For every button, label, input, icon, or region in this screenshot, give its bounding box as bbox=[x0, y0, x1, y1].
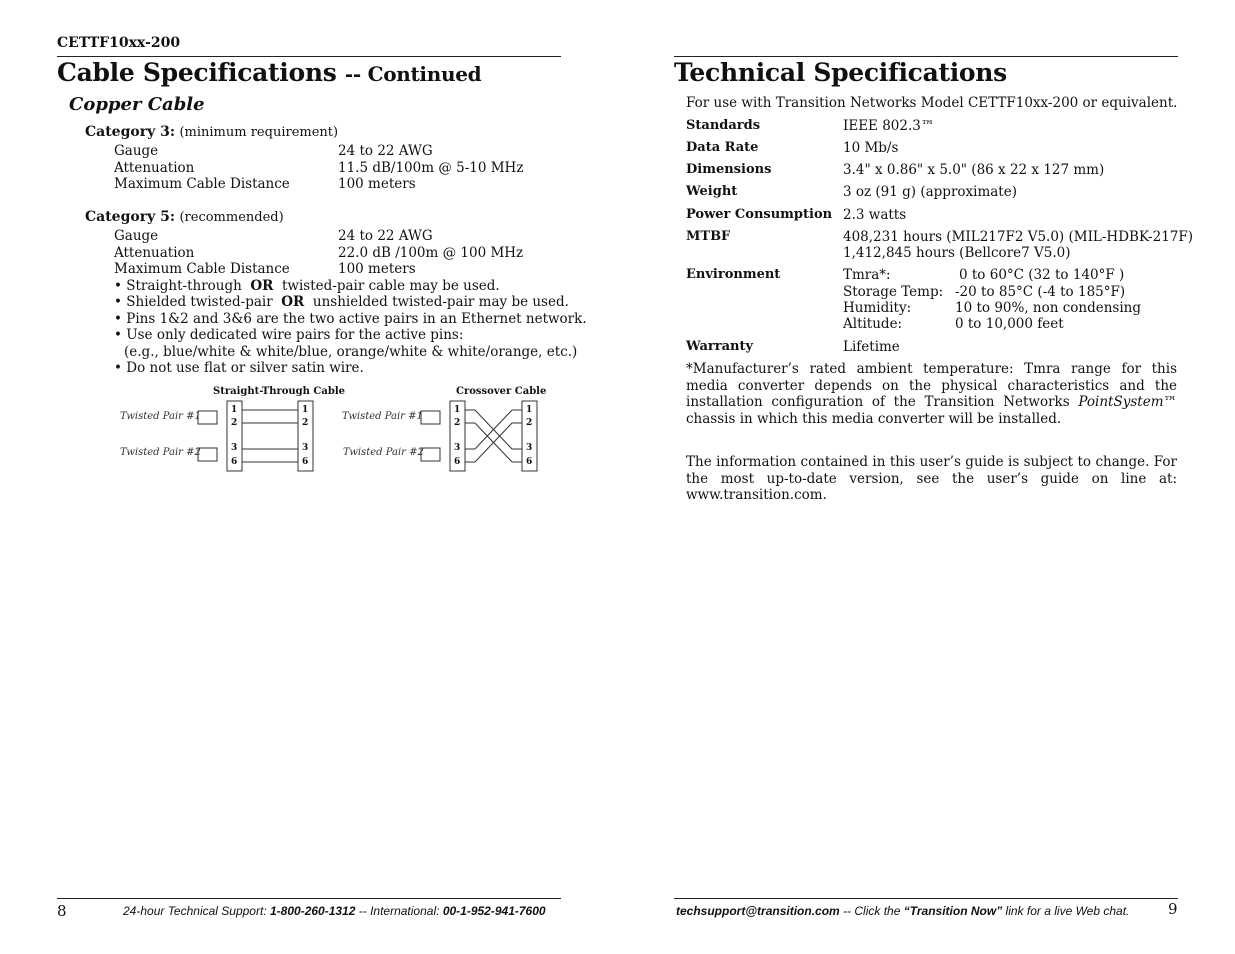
cat5-note: (recommended) bbox=[179, 210, 284, 225]
cat3-heading bbox=[85, 124, 338, 140]
bullet-or: OR bbox=[250, 278, 274, 294]
info-paragraph: The information contained in this user’s guide is subject to change. For the most up-to-date version, see the user’s guide on line at: www.transition.com. bbox=[686, 454, 1177, 503]
straight-pair2-label: Twisted Pair #2 bbox=[120, 447, 201, 458]
cat5-heading bbox=[85, 209, 284, 225]
bullet-dedicated-pairs: • Use only dedicated wire pairs for the active pins: bbox=[114, 327, 464, 343]
pin-label: 6 bbox=[454, 457, 461, 467]
pin-label: 6 bbox=[231, 457, 238, 467]
web-chat-footer bbox=[676, 904, 1129, 918]
cat3-distance-label: Maximum Cable Distance bbox=[114, 176, 290, 192]
spec-weight-value: 3 oz (91 g) (approximate) bbox=[843, 184, 1017, 200]
page-number-left: 8 bbox=[57, 902, 67, 920]
spec-power-label: Power Consumption bbox=[686, 207, 833, 222]
pin-label: 2 bbox=[454, 418, 461, 428]
tech-specs-intro: For use with Transition Networks Model CETTF10xx-200 or equivalent. bbox=[686, 95, 1178, 111]
env-humidity-value: 10 to 90%, non condensing bbox=[955, 300, 1142, 316]
bullet-straight-through bbox=[114, 278, 500, 294]
title-text: Cable Specifications bbox=[57, 58, 337, 87]
footer-text: -- Click the bbox=[843, 904, 901, 918]
env-altitude-label: Altitude: bbox=[843, 316, 903, 332]
cat3-attenuation-value: 11.5 dB/100m @ 5-10 MHz bbox=[338, 160, 524, 176]
header-rule bbox=[57, 56, 561, 57]
cat5-label: Category 5: bbox=[85, 209, 176, 225]
cat5-attenuation-value: 22.0 dB /100m @ 100 MHz bbox=[338, 245, 524, 261]
cat3-distance-value: 100 meters bbox=[338, 176, 416, 192]
bullet-text: unshielded twisted-pair may be used. bbox=[312, 294, 569, 310]
spec-warranty-label: Warranty bbox=[686, 339, 754, 354]
pin-label: 3 bbox=[526, 443, 533, 453]
pair1-connector-box-x bbox=[421, 411, 440, 424]
cat5-attenuation-label: Attenuation bbox=[114, 245, 195, 261]
spec-standards-label: Standards bbox=[686, 118, 761, 133]
pin-label: 1 bbox=[302, 405, 309, 415]
spec-data-rate-value: 10 Mb/s bbox=[843, 140, 899, 156]
pin-label: 2 bbox=[231, 418, 238, 428]
crossover-title: Crossover Cable bbox=[456, 386, 547, 397]
spec-mtbf-value-2: 1,412,845 hours (Bellcore7 V5.0) bbox=[843, 245, 1071, 261]
env-tmra-value: 0 to 60°C (32 to 140°F ) bbox=[959, 267, 1125, 283]
intl-label: -- International: bbox=[358, 904, 440, 918]
pin-label: 3 bbox=[454, 443, 461, 453]
pin-label: 1 bbox=[454, 405, 461, 415]
pin-label: 2 bbox=[302, 418, 309, 428]
cat3-attenuation-label: Attenuation bbox=[114, 160, 195, 176]
cat5-gauge-label: Gauge bbox=[114, 228, 159, 244]
spec-environment-label: Environment bbox=[686, 267, 781, 282]
cat3-gauge-label: Gauge bbox=[114, 143, 159, 159]
env-humidity-label: Humidity: bbox=[843, 300, 912, 316]
cat5-distance-label: Maximum Cable Distance bbox=[114, 261, 290, 277]
straight-through-title: Straight-Through Cable bbox=[213, 386, 346, 397]
spec-warranty-value: Lifetime bbox=[843, 339, 900, 355]
header-rule-right bbox=[674, 56, 1178, 57]
cable-wiring-diagrams bbox=[110, 398, 550, 476]
pin-label: 1 bbox=[231, 405, 238, 415]
support-email[interactable]: techsupport@transition.com bbox=[676, 904, 840, 918]
bullet-no-flat-wire: • Do not use flat or silver satin wire. bbox=[114, 360, 364, 376]
spec-power-value: 2.3 watts bbox=[843, 207, 907, 223]
cat3-label: Category 3: bbox=[85, 124, 176, 140]
crossover-pair1-label: Twisted Pair #1 bbox=[342, 411, 423, 422]
intl-phone: 00-1-952-941-7600 bbox=[442, 904, 546, 918]
cat5-gauge-value: 24 to 22 AWG bbox=[338, 228, 433, 244]
pointsystem-text: PointSystem™ bbox=[1078, 394, 1177, 410]
footer-text: link for a live Web chat. bbox=[1005, 904, 1130, 918]
spec-weight-label: Weight bbox=[686, 184, 738, 199]
footnote-text: *Manufacturer’s rated ambient temperature: Tmra range for this media converter depends on the physical characteristics and the installation configuration of the Transition Networks bbox=[686, 361, 1177, 410]
spec-dimensions-value: 3.4" x 0.86" x 5.0" (86 x 22 x 127 mm) bbox=[843, 162, 1105, 178]
tmra-footnote bbox=[686, 361, 1177, 427]
env-altitude-value: 0 to 10,000 feet bbox=[955, 316, 1064, 332]
page-number-right: 9 bbox=[1168, 900, 1178, 918]
crossover-pair2-label: Twisted Pair #2 bbox=[343, 447, 424, 458]
pin-label: 1 bbox=[526, 405, 533, 415]
env-storage-label: Storage Temp: bbox=[843, 284, 944, 300]
transition-now-link[interactable]: “Transition Now” bbox=[903, 904, 1003, 918]
support-footer bbox=[123, 904, 546, 918]
cat3-gauge-value: 24 to 22 AWG bbox=[338, 143, 433, 159]
env-storage-value: -20 to 85°C (-4 to 185°F) bbox=[955, 284, 1126, 300]
footnote-text: chassis in which this media converter will be installed. bbox=[686, 410, 1062, 427]
straight-pair1-label: Twisted Pair #1 bbox=[120, 411, 201, 422]
cat5-distance-value: 100 meters bbox=[338, 261, 416, 277]
bullet-pins: • Pins 1&2 and 3&6 are the two active pairs in an Ethernet network. bbox=[114, 311, 587, 327]
support-label: 24-hour Technical Support: bbox=[123, 904, 267, 918]
env-tmra-label: Tmra*: bbox=[843, 267, 891, 283]
spec-data-rate-label: Data Rate bbox=[686, 140, 759, 155]
section-subtitle: Copper Cable bbox=[69, 94, 205, 115]
bullet-shielded bbox=[114, 294, 569, 310]
spec-dimensions-label: Dimensions bbox=[686, 162, 772, 177]
bullet-dedicated-example: (e.g., blue/white & white/blue, orange/white & white/orange, etc.) bbox=[124, 344, 578, 360]
cat3-note: (minimum requirement) bbox=[179, 125, 339, 140]
footer-rule-left bbox=[57, 898, 561, 899]
spec-mtbf-value-1: 408,231 hours (MIL217F2 V5.0) (MIL-HDBK-217F) bbox=[843, 229, 1194, 245]
pin-label: 6 bbox=[526, 457, 533, 467]
bullet-text: • Shielded twisted-pair bbox=[114, 294, 273, 310]
pin-label: 6 bbox=[302, 457, 309, 467]
support-phone: 1-800-260-1312 bbox=[270, 904, 356, 918]
page-title bbox=[57, 58, 481, 87]
bullet-or: OR bbox=[281, 294, 305, 310]
pin-label: 3 bbox=[302, 443, 309, 453]
model-number: CETTF10xx-200 bbox=[57, 35, 181, 51]
bullet-text: • Straight-through bbox=[114, 278, 242, 294]
bullet-text: twisted-pair cable may be used. bbox=[281, 278, 500, 294]
title-suffix: -- Continued bbox=[344, 62, 482, 86]
footer-rule-right bbox=[674, 898, 1178, 899]
tech-specs-title: Technical Specifications bbox=[674, 58, 1007, 87]
spec-mtbf-label: MTBF bbox=[686, 229, 731, 244]
spec-standards-value: IEEE 802.3™ bbox=[843, 118, 935, 134]
pin-label: 3 bbox=[231, 443, 238, 453]
pin-label: 2 bbox=[526, 418, 533, 428]
